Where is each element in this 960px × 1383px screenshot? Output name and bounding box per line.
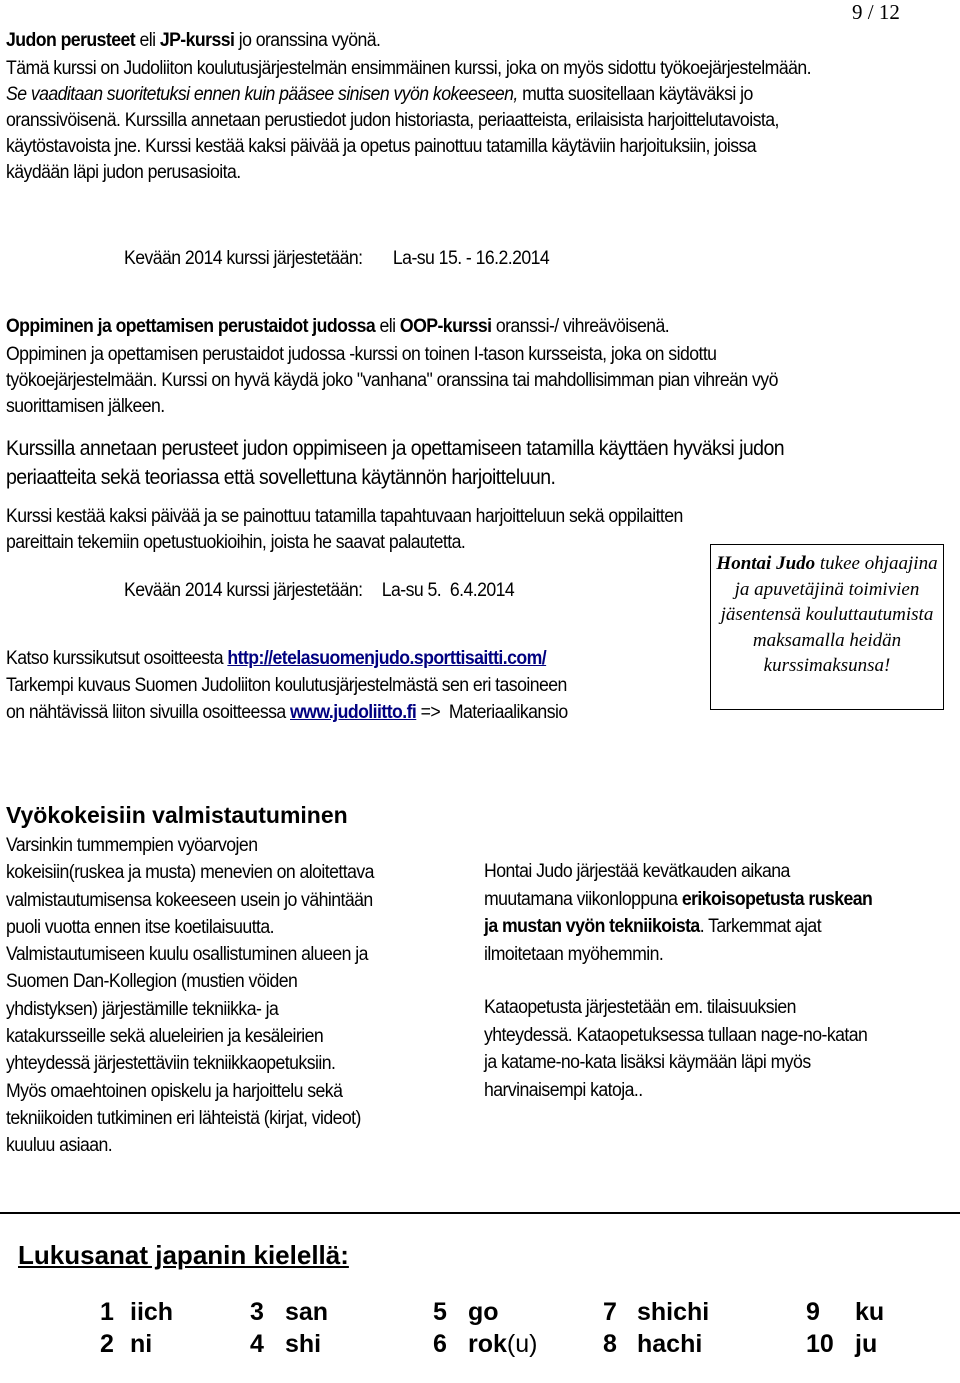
numbers-row-2 [0, 1330, 960, 1362]
special-training-note [484, 858, 875, 968]
oop-para1: Oppiminen ja opettamisen perustaidot judossa -kurssi on toinen I-tason kursseista, joka on sidottu työkoejärjestelmään. Kurssi on hyvä käydä joko "vanhana" oranssina tai mahdollisimman pian vihreän vyö suorittamisen jälkeen. [6, 344, 778, 417]
number-word [468, 1330, 537, 1359]
right1-bold: erikoisopetusta ruskean ja mustan vyön tekniikoista [484, 888, 873, 937]
jp-course-section [6, 28, 815, 186]
oop-para3-line2: pareittain tekemiin opetustuokioihin, joista he saavat palautetta. [6, 532, 466, 553]
number-word: ku [855, 1298, 885, 1326]
jp-title-bold1: Judon perusteet [6, 30, 136, 51]
number-digit: 4 [250, 1330, 264, 1358]
number-digit: 10 [806, 1330, 834, 1358]
number-item [250, 1330, 264, 1359]
jp-schedule-label: Kevään 2014 kurssi järjestetään: [124, 248, 363, 269]
hontai-box-text: tukee ohjaajina ja apuvetäjinä toimivien jäsentensä kouluttautumista maksamalla heidän kurssimaksunsa! [720, 553, 938, 676]
number-digit: 3 [250, 1298, 264, 1326]
number-word-suffix: (u) [506, 1330, 538, 1358]
oop-links [6, 646, 676, 726]
invite-prefix: Katso kurssikutsut osoitteesta [6, 648, 228, 669]
right1-b: . Tarkemmat ajat ilmoitetaan myöhemmin. [484, 916, 822, 965]
number-digit: 9 [806, 1298, 820, 1326]
number-digit: 8 [603, 1330, 617, 1358]
jp-schedule [124, 246, 549, 272]
oop-title-bold2: OOP-kurssi [399, 316, 492, 337]
number-word-main: rok [468, 1330, 507, 1358]
number-item [100, 1330, 114, 1359]
judoliitto-link[interactable]: www.judoliitto.fi [289, 702, 417, 723]
page-number: 9 / 12 [852, 0, 900, 24]
number-word: ju [855, 1330, 878, 1358]
desc-line2 [6, 700, 676, 726]
number-item [250, 1298, 264, 1327]
grading-preparation-title: Vyökokeisiin valmistautuminen [6, 802, 348, 828]
number-word: ni [130, 1330, 153, 1358]
number-digit: 7 [603, 1298, 617, 1326]
jp-title-bold2: JP-kurssi [159, 30, 235, 51]
desc-line1: Tarkempi kuvaus Suomen Judoliiton koulutusjärjestelmästä sen eri tasoineen [6, 675, 567, 696]
kata-training-note: Kataopetusta järjestetään em. tilaisuuksien yhteydessä. Kataopetuksessa tullaan nage-no-katan ja katame-no-kata lisäksi käymään läpi myös harvinaisempi katoja.. [484, 997, 868, 1101]
japanese-numbers-title: Lukusanat japanin kielellä: [18, 1240, 349, 1270]
oop-para2: Kurssilla annetaan perusteet judon oppimiseen ja opettamiseen tatamilla käyttäen hyväksi judon periaatteita sekä teoriassa että sovellettuna käytännön harjoitteluun. [6, 437, 785, 489]
hontai-judo-box [710, 544, 944, 710]
jp-para-italic: Se vaaditaan suoritetuksi ennen kuin pääsee sinisen vyön kokeeseen, [6, 84, 518, 105]
jp-course-title [6, 28, 815, 54]
jp-para-a: Tämä kurssi on Judoliiton koulutusjärjestelmän ensimmäinen kurssi, joka on myös sidottu työkoejärjestelmään. [6, 58, 811, 79]
number-word: go [468, 1298, 499, 1326]
number-digit: 2 [100, 1330, 114, 1358]
oop-schedule-date: La-su 5. 6.4.2014 [381, 580, 515, 601]
number-digit: 5 [433, 1298, 447, 1326]
oop-course-section [6, 314, 857, 556]
jp-title-rest: jo oranssina vyönä. [234, 30, 381, 51]
section-divider [0, 1212, 960, 1214]
number-word: shichi [637, 1298, 710, 1326]
desc-suffix: => Materiaalikansio [416, 702, 568, 723]
number-item [806, 1330, 834, 1359]
desc-prefix: on nähtävissä liiton sivuilla osoitteessa [6, 702, 290, 723]
number-word: hachi [637, 1330, 703, 1358]
number-item [603, 1330, 617, 1359]
oop-schedule-label: Kevään 2014 kurssi järjestetään: [124, 580, 363, 601]
grading-left-text: Varsinkin tummempien vyöarvojen kokeisiin(ruskea ja musta) menevien on aloitettava valmistautumisensa kokeeseen usein jo vähintään puoli vuotta ennen itse koetilaisuutta. Valmistautumiseen kuulu osallistuminen alueen ja Suomen Dan-Kollegion (mustien vöiden yhdistyksen) järjestämille tekniikka- ja katakursseille sekä alueleirien ja kesäleirien yhteydessä järjestettäviin tekniikkaopetuksiin. Myös omaehtoinen opiskelu ja harjoittelu sekä tekniikoiden tutkiminen eri lähteistä (kirjat, videot) kuuluu asiaan. [6, 835, 374, 1157]
number-digit: 6 [433, 1330, 447, 1358]
number-word: shi [285, 1330, 322, 1358]
oop-title-rest: oranssi-/ vihreävöisenä. [491, 316, 670, 337]
jp-schedule-date: La-su 15. - 16.2.2014 [392, 248, 550, 269]
number-item [433, 1298, 447, 1327]
jp-course-description [6, 56, 815, 186]
oop-title-bold1: Oppiminen ja opettamisen perustaidot judossa [6, 316, 376, 337]
invite-link[interactable]: http://etelasuomenjudo.sporttisaitti.com/ [227, 648, 547, 669]
jp-para-b: mutta suositellaan käytäväksi jo oranssivöisenä. Kurssilla annetaan perustiedot judon historiasta, periaatteista, erilaisista harjoittelutavoista, käytöstavoista jne. Kurssi kestää kaksi päivää ja opetus painottuu tatamilla käytäviin harjoituksiin, joissa käydään läpi judon perusasioita. [6, 84, 779, 183]
number-word: iich [130, 1298, 174, 1326]
grading-right-column [484, 858, 875, 1104]
number-item [100, 1298, 114, 1327]
oop-para3-line1: Kurssi kestää kaksi päivää ja se painottuu tatamilla tapahtuvaan harjoitteluun sekä oppilaitten [6, 506, 683, 527]
number-item [806, 1298, 820, 1327]
right1-a: Hontai Judo järjestää kevätkauden aikana muutamana viikonloppuna [484, 861, 790, 910]
oop-schedule [124, 578, 514, 604]
oop-title-mid: eli [375, 316, 400, 337]
number-word: san [285, 1298, 329, 1326]
hontai-box-bold: Hontai Judo [716, 553, 816, 574]
number-item [603, 1298, 617, 1327]
invite-line [6, 646, 676, 672]
number-digit: 1 [100, 1298, 114, 1326]
oop-course-title [6, 314, 857, 340]
jp-title-mid: eli [135, 30, 160, 51]
number-item [433, 1330, 447, 1359]
numbers-row-1 [0, 1298, 960, 1330]
